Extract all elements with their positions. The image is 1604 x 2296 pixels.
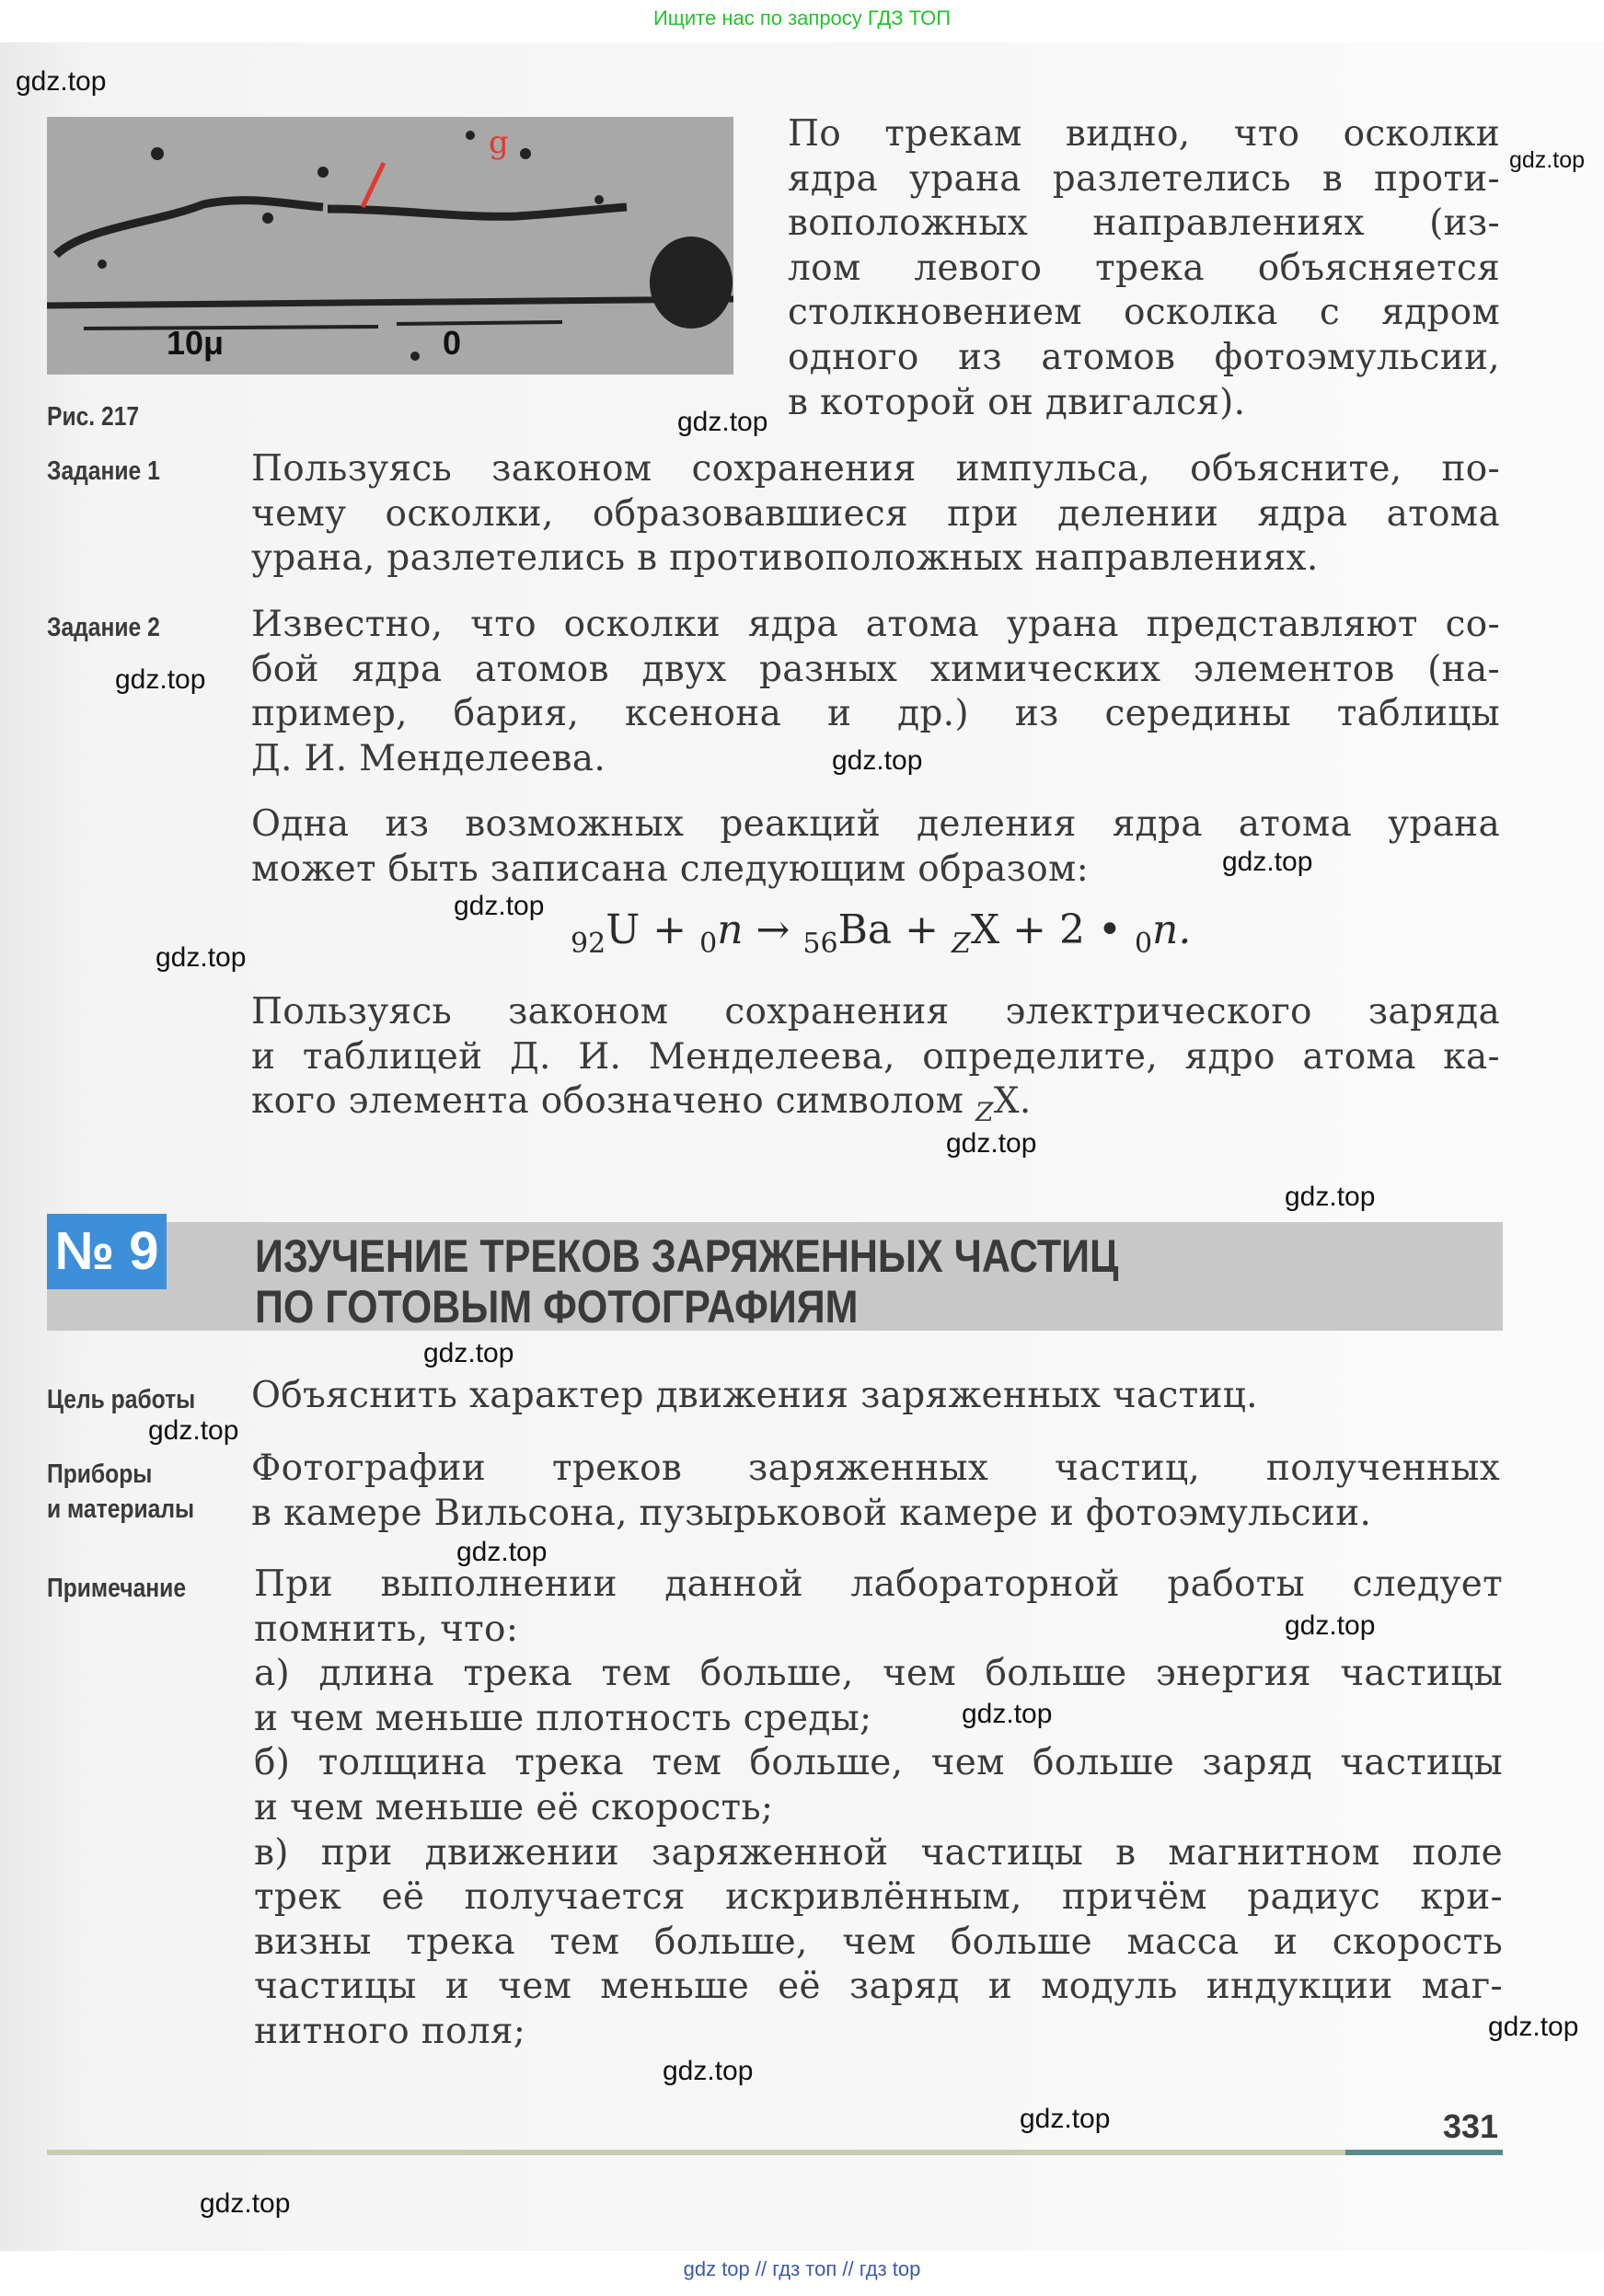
watermark: gdz.top [16,66,107,97]
text-line: Одна из возможных реакций деления ядра атома урана [251,803,1500,845]
bottom-footer[interactable]: gdz top // гдз топ // гдз top [0,2251,1604,2296]
watermark: gdz.top [1222,847,1313,877]
text-line: Д. И. Менделеева. [251,737,606,779]
text-line: столкновением осколка с ядром [788,292,1500,334]
text-line: Пользуясь законом сохранения электрического заряда [251,991,1500,1033]
text-line: Известно, что осколки ядра атома урана представляют со- [251,604,1500,645]
watermark: gdz.top [156,942,247,973]
arrow-label: g [489,124,509,161]
goal-text: Объяснить характер движения заряженных частиц. [251,1375,1258,1416]
text-line: пример, бария, ксенона и др.) из середины таблицы [251,693,1500,735]
text-line: и таблицей Д. И. Менделеева, определите, ядро атома ка- [251,1035,1500,1078]
figure-text [788,112,1500,425]
zero-label: 0 [443,324,462,362]
watermark: gdz.top [832,745,923,776]
text-line: кого элемента обозначено символом $_Z$X. [251,1080,1032,1127]
figure-caption: Рис. 217 [47,402,140,432]
watermark: gdz.top [456,1537,548,1567]
watermark: gdz.top [1285,1182,1376,1212]
materials-label: Приборы и материалы [47,1460,195,1524]
watermark: gdz.top [1020,2104,1111,2134]
note-label: Примечание [47,1574,187,1603]
task2-label: Задание 2 [47,613,160,642]
watermark: gdz.top [423,1338,514,1368]
page-number: 331 [1443,2107,1499,2145]
text-line: Пользуясь законом сохранения импульса, объясните, по- [251,448,1500,490]
task1-label: Задание 1 [47,456,160,486]
text-line: бой ядра атомов двух разных химических элементов (на- [251,648,1500,690]
lab-title: ИЗУЧЕНИЕ ТРЕКОВ ЗАРЯЖЕННЫХ ЧАСТИЦ ПО ГОТОВЫМ ФОТОГРАФИЯМ [255,1230,1119,1333]
watermark: gdz.top [663,2056,754,2086]
watermark: gdz.top [1488,2012,1579,2042]
goal-label: Цель работы [47,1385,196,1414]
text-line: может быть записана следующим образом: [251,848,1090,890]
watermark: gdz.top [115,664,206,695]
task2-question [251,990,1500,1136]
scale-label: 10μ [167,324,225,362]
text-line: урана, разлетелись в противоположных направлениях. [251,537,1319,580]
text-line: одного из атомов фотоэмульсии, [788,336,1500,378]
watermark: gdz.top [148,1415,239,1446]
watermark: gdz.top [962,1699,1053,1729]
task1-text [251,447,1500,582]
watermark: gdz.top [200,2188,291,2219]
text-line: ядра урана разлетелись в проти- [788,157,1500,200]
text-line: воположных направлениях (из- [788,202,1500,245]
text-line: чему осколки, образовавшиеся при делении ядра атома [251,492,1500,535]
footer-rule [47,2150,1503,2155]
materials-text: Фотографии треков заряженных частиц, полученных в камере Вильсона, пузырьковой камере и фотоэмульсии. [251,1448,1500,1534]
text-line: лом левого трека объясняется [788,247,1500,289]
lab-number-badge: № 9 [47,1214,167,1289]
note-text: При выполнении данной лабораторной работы следует помнить, что: а) длина трека тем больше, чем больше энергия частицы и чем меньше плотность среды; б) толщина трека тем больше, чем больше заряд частицы и чем меньше её скорость; в) при движении заряженной частицы в магнитном поле трек её получается искривлённым, причём радиус кри- визны трека тем больше, чем больше масса и скорость частицы и чем меньше её заряд и модуль индукции маг- нитного поля; [254,1563,1503,2052]
reaction-intro [251,802,1500,892]
footer-rule-accent [1345,2150,1503,2155]
track-photo [47,117,733,375]
watermark: gdz.top [454,891,545,921]
watermark: gdz.top [1285,1610,1376,1641]
watermark: gdz.top [677,407,768,437]
top-banner[interactable]: Ищите нас по запросу ГДЗ ТОП [0,0,1604,42]
text-line: в которой он двигался). [788,381,1246,423]
text-line: По трекам видно, что осколки [788,113,1500,155]
fission-formula: $_{92}$U + $_0$n → $_{56}$Ba + $_Z$X + 2 • $_0$n. [571,906,1192,960]
watermark: gdz.top [946,1128,1037,1159]
watermark: gdz.top [1509,147,1586,173]
